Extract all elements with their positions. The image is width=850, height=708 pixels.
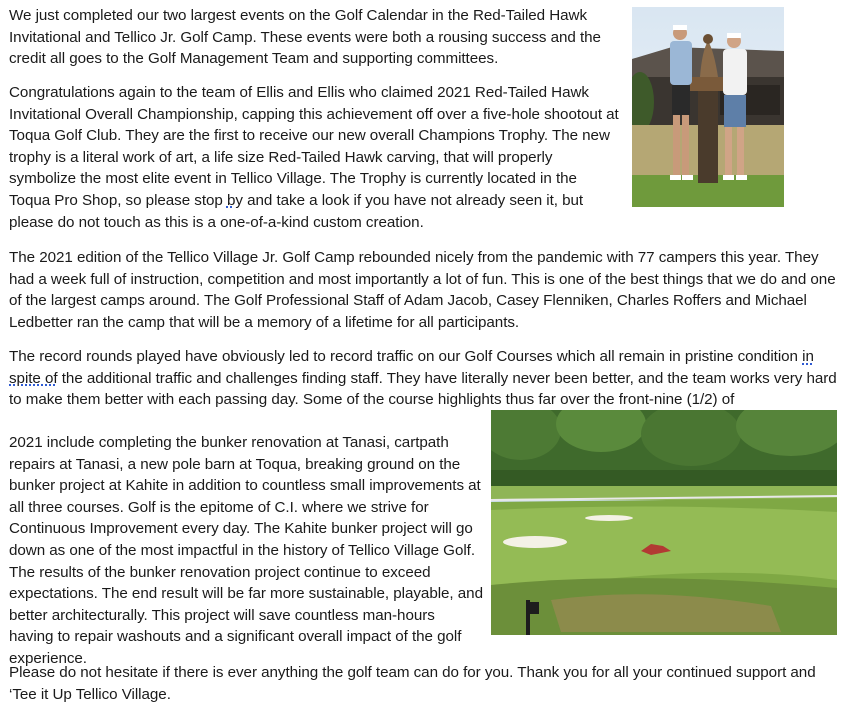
paragraph-junior-camp: The 2021 edition of the Tellico Village Jr. Golf Camp rebounded nicely from the pandemic with 77 campers this year. They had a week full of instruction, competition and most importantly a lot of fun. This is one of the best things that we do and one of the largest camps around. The Golf Professional Staff of Adam Jacob, Casey Flenniken, Charles Roffers and Michael Ledbetter ran the camp that will be a memory of a lifetime for all participants.: [9, 249, 836, 331]
championship-text-2: and take a look if you have not already seen it, but please do not touch as this is a one-of-a-kind custom creation.: [9, 191, 584, 231]
grammar-flag-by[interactable]: by: [226, 191, 243, 209]
paragraph-events-intro: We just completed our two largest events on the Golf Calendar in the Red-Tailed Hawk Invitational and Tellico Jr. Golf Camp. These events were both a rousing success and the credit all goes to the Golf Management Team and supporting committees.: [9, 7, 601, 68]
conditions-text-1: The record rounds played have obviously led to record traffic on our Golf Courses which all remain in pristine condition: [9, 348, 803, 365]
paragraph-championship: [9, 82, 621, 233]
paragraph-closing: Please do not hesitate if there is ever anything the golf team can do for you. Thank you for all your continued support and ‘Tee it Up Tellico Village.: [9, 664, 816, 703]
grammar-flag-in-spite-of[interactable]: in spite of: [9, 348, 814, 387]
trophy-photo: [632, 7, 784, 207]
paragraph-course-conditions: [9, 346, 839, 411]
championship-text-1: Congratulations again to the team of Ellis and Ellis who claimed 2021 Red-Tailed Hawk Invitational Overall Championship, capping this achievement off over a five-hole shootout at Toqua Golf Club. They are the first to receive our new overall Champions Trophy. The new trophy is a literal work of art, a life size Red-Tailed Hawk carving, that will properly symbolize the most elite event in Tellico Village. The Trophy is currently located in the Toqua Pro Shop, so please stop: [9, 84, 619, 209]
paragraph-course-highlights: 2021 include completing the bunker renovation at Tanasi, cartpath repairs at Tanasi, a new pole barn at Toqua, breaking ground on the bunker project at Kahite in addition to countless small improvements at all three courses. Golf is the epitome of C.I. where we strive for Continuous Improvement every day. The Kahite bunker project will go down as one of the most impactful in the history of Tellico Village Golf. The results of the bunker renovation project continue to exceed expectations. The end result will be far more sustainable, playable, and better architecturally. This project will save countless man-hours having to repair washouts and a significant overall impact of the golf experience.: [9, 434, 483, 667]
golf-course-photo: [491, 410, 837, 635]
conditions-text-2: the additional traffic and challenges finding staff. They have literally never been better, and the team works very hard to make them better with each passing day. Some of the course highlights thus far over the front-nine (1/2) of: [9, 369, 837, 409]
